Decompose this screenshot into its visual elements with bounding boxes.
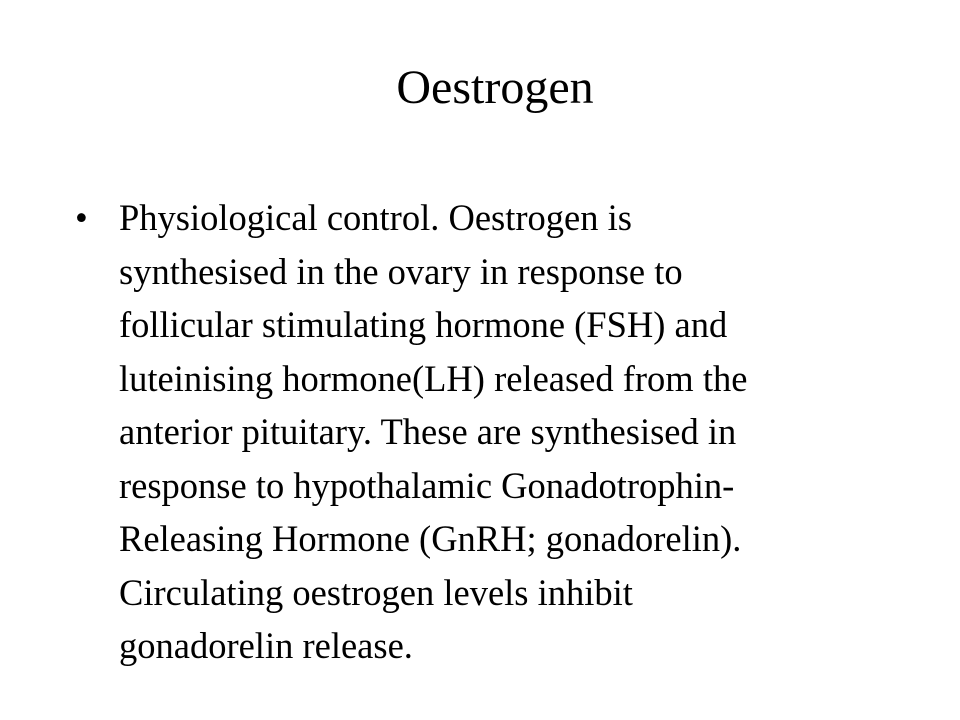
bullet-text-line: Circulating oestrogen levels inhibit [119,571,633,613]
bullet-item [75,191,875,673]
slide-body [75,191,875,673]
bullet-text-line: follicular stimulating hormone (FSH) and [119,304,728,345]
bullet-text-line: Physiological control. Oestrogen is [119,197,632,238]
bullet-text-line: gonadorelin release. [119,625,413,666]
bullet-text-line: luteinising hormone(LH) released from the [119,357,748,399]
bullet-icon: • [75,197,88,238]
bullet-text-line: Releasing Hormone (GnRH; gonadorelin). [119,518,742,559]
bullet-text-line: synthesised in the ovary in response to [119,250,683,292]
slide-title: Oestrogen [396,61,594,114]
bullet-text-line: response to hypothalamic Gonadotrophin- [119,464,735,506]
bullet-text-line: anterior pituitary. These are synthesised in [119,411,737,452]
